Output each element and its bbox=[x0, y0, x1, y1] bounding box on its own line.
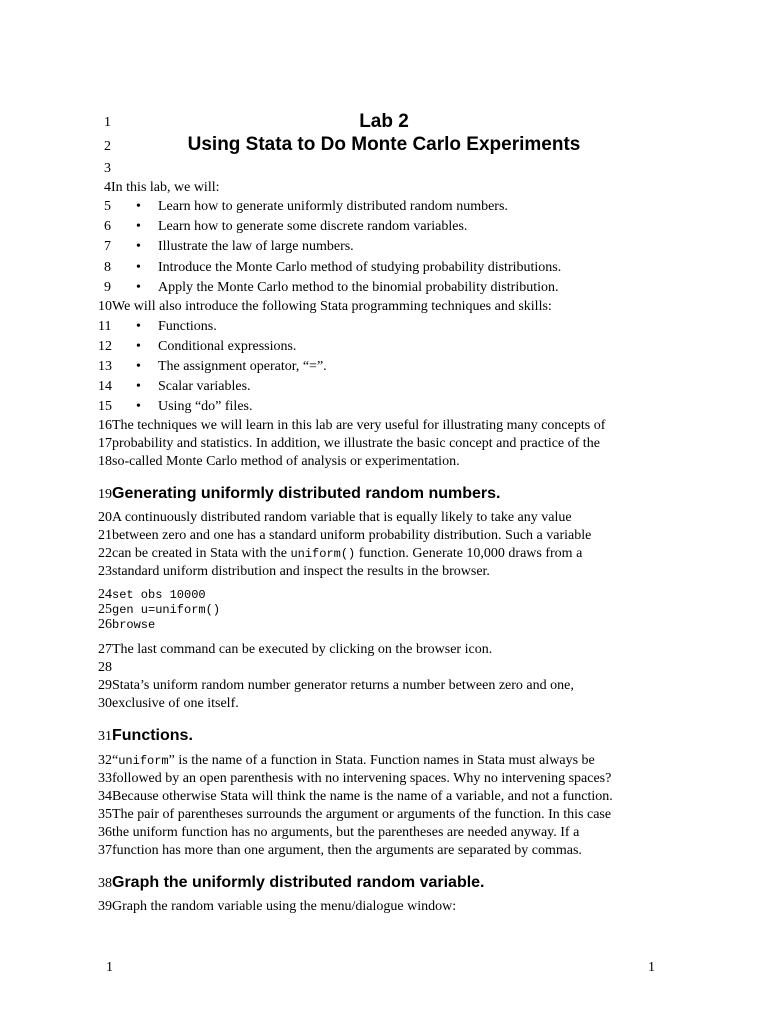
line-number: 25 bbox=[98, 602, 112, 617]
paragraph-line bbox=[98, 752, 595, 770]
inline-code: uniform bbox=[118, 754, 169, 768]
line-text: between zero and one has a standard uniform probability distribution. Such a variable bbox=[112, 528, 592, 543]
line-number: 5 bbox=[104, 199, 111, 214]
line-number: 29 bbox=[98, 678, 112, 693]
paragraph-line bbox=[98, 677, 574, 695]
line-number: 37 bbox=[98, 843, 112, 858]
paragraph-line bbox=[98, 527, 591, 545]
line-number: 22 bbox=[98, 546, 112, 561]
line-text: Graph the random variable using the menu/dialogue window: bbox=[112, 899, 457, 914]
line-number: 15 bbox=[98, 399, 112, 414]
line-number: 39 bbox=[98, 899, 112, 914]
line-text: “ bbox=[112, 753, 119, 768]
line-number: 26 bbox=[98, 617, 112, 632]
code-line bbox=[98, 602, 220, 618]
line-number: 24 bbox=[98, 587, 112, 602]
line-text: function. Generate 10,000 draws from a bbox=[355, 546, 583, 561]
bullet-icon: • bbox=[136, 239, 141, 254]
paragraph-line bbox=[98, 824, 579, 842]
section-title: Graph the uniformly distributed random variable. bbox=[112, 874, 485, 891]
list-item: Conditional expressions. bbox=[158, 339, 297, 354]
paragraph-line bbox=[98, 563, 490, 581]
line-number: 2 bbox=[104, 139, 111, 154]
page-title: Lab 2 bbox=[359, 111, 409, 132]
list-item: Introduce the Monte Carlo method of studying probability distributions. bbox=[158, 260, 562, 275]
techniques-intro bbox=[98, 298, 552, 316]
code-text: set obs 10000 bbox=[112, 588, 206, 602]
line-number: 27 bbox=[98, 642, 112, 657]
paragraph-line bbox=[98, 898, 456, 916]
paragraph-line bbox=[98, 788, 613, 806]
intro-text: In this lab, we will: bbox=[111, 180, 220, 195]
line-number: 21 bbox=[98, 528, 112, 543]
section-heading bbox=[98, 727, 193, 745]
list-item: Using “do” files. bbox=[158, 399, 253, 414]
paragraph-line bbox=[98, 545, 582, 563]
bullet-icon: • bbox=[136, 319, 141, 334]
bullet-icon: • bbox=[136, 219, 141, 234]
line-number: 13 bbox=[98, 359, 112, 374]
line-number: 17 bbox=[98, 436, 112, 451]
code-line bbox=[98, 617, 155, 633]
line-number: 9 bbox=[104, 280, 111, 295]
line-text: probability and statistics. In addition, we illustrate the basic concept and practice of the bbox=[112, 436, 600, 451]
intro-line bbox=[104, 179, 220, 197]
line-number: 34 bbox=[98, 789, 112, 804]
list-item: Functions. bbox=[158, 319, 217, 334]
line-number: 14 bbox=[98, 379, 112, 394]
paragraph-line bbox=[98, 770, 611, 788]
paragraph-line bbox=[98, 806, 611, 824]
line-text: exclusive of one itself. bbox=[112, 696, 239, 711]
line-text: standard uniform distribution and inspect the results in the browser. bbox=[112, 564, 490, 579]
line-number: 28 bbox=[98, 660, 112, 675]
line-text: so-called Monte Carlo method of analysis or experimentation. bbox=[112, 454, 460, 469]
section-heading bbox=[98, 485, 500, 503]
line-number: 18 bbox=[98, 454, 112, 469]
list-item: Apply the Monte Carlo method to the binomial probability distribution. bbox=[158, 280, 559, 295]
section-title: Functions. bbox=[112, 727, 193, 744]
list-item: Scalar variables. bbox=[158, 379, 251, 394]
list-item: Learn how to generate some discrete random variables. bbox=[158, 219, 468, 234]
line-number: 12 bbox=[98, 339, 112, 354]
paragraph-line bbox=[98, 641, 492, 659]
line-text: function has more than one argument, then the arguments are separated by commas. bbox=[112, 843, 582, 858]
code-line bbox=[98, 587, 206, 603]
paragraph-line bbox=[98, 509, 572, 527]
line-text: can be created in Stata with the bbox=[112, 546, 291, 561]
footer-page-number-right: 1 bbox=[648, 960, 655, 975]
line-number: 32 bbox=[98, 753, 112, 768]
line-text: Because otherwise Stata will think the name is the name of a variable, and not a function. bbox=[112, 789, 613, 804]
paragraph-line bbox=[98, 453, 460, 471]
bullet-icon: • bbox=[136, 199, 141, 214]
line-number: 7 bbox=[104, 239, 111, 254]
code-text: gen u=uniform() bbox=[112, 603, 221, 617]
line-number: 23 bbox=[98, 564, 112, 579]
bullet-icon: • bbox=[136, 260, 141, 275]
line-number: 3 bbox=[104, 161, 111, 176]
paragraph-line bbox=[98, 417, 605, 435]
paragraph-line bbox=[98, 695, 239, 713]
bullet-icon: • bbox=[136, 280, 141, 295]
line-number: 36 bbox=[98, 825, 112, 840]
page-subtitle: Using Stata to Do Monte Carlo Experiments bbox=[187, 134, 581, 155]
line-number: 8 bbox=[104, 260, 111, 275]
section-heading bbox=[98, 874, 485, 892]
bullet-icon: • bbox=[136, 359, 141, 374]
bullet-icon: • bbox=[136, 399, 141, 414]
line-number: 30 bbox=[98, 696, 112, 711]
code-text: browse bbox=[112, 618, 156, 632]
paragraph-line bbox=[98, 842, 582, 860]
line-number: 16 bbox=[98, 418, 112, 433]
list-item: The assignment operator, “=”. bbox=[158, 359, 327, 374]
techniques-intro-text: We will also introduce the following Stata programming techniques and skills: bbox=[112, 299, 552, 314]
footer-page-number-left: 1 bbox=[106, 960, 113, 975]
line-number: 20 bbox=[98, 510, 112, 525]
line-number: 6 bbox=[104, 219, 111, 234]
line-text: The pair of parentheses surrounds the argument or arguments of the function. In this case bbox=[112, 807, 612, 822]
inline-code: uniform() bbox=[290, 547, 356, 561]
section-title: Generating uniformly distributed random numbers. bbox=[112, 485, 501, 502]
line-text: the uniform function has no arguments, but the parentheses are needed anyway. If a bbox=[112, 825, 580, 840]
list-item: Illustrate the law of large numbers. bbox=[158, 239, 354, 254]
line-number: 33 bbox=[98, 771, 112, 786]
line-number: 10 bbox=[98, 299, 112, 314]
line-text: Stata’s uniform random number generator returns a number between zero and one, bbox=[112, 678, 574, 693]
line-text: The last command can be executed by clicking on the browser icon. bbox=[112, 642, 493, 657]
list-item: Learn how to generate uniformly distributed random numbers. bbox=[158, 199, 508, 214]
line-number: 31 bbox=[98, 729, 112, 744]
bullet-icon: • bbox=[136, 379, 141, 394]
line-text: A continuously distributed random variable that is equally likely to take any value bbox=[112, 510, 572, 525]
line-number: 38 bbox=[98, 876, 112, 891]
bullet-icon: • bbox=[136, 339, 141, 354]
line-text: followed by an open parenthesis with no intervening spaces. Why no intervening spaces? bbox=[112, 771, 612, 786]
line-number: 11 bbox=[98, 319, 112, 334]
paragraph-line bbox=[98, 659, 112, 677]
line-number: 4 bbox=[104, 180, 111, 195]
line-number: 35 bbox=[98, 807, 112, 822]
line-number: 19 bbox=[98, 487, 112, 502]
line-text: ” is the name of a function in Stata. Function names in Stata must always be bbox=[168, 753, 595, 768]
line-text: The techniques we will learn in this lab are very useful for illustrating many concepts of bbox=[112, 418, 606, 433]
paragraph-line bbox=[98, 435, 600, 453]
line-number: 1 bbox=[104, 115, 111, 130]
